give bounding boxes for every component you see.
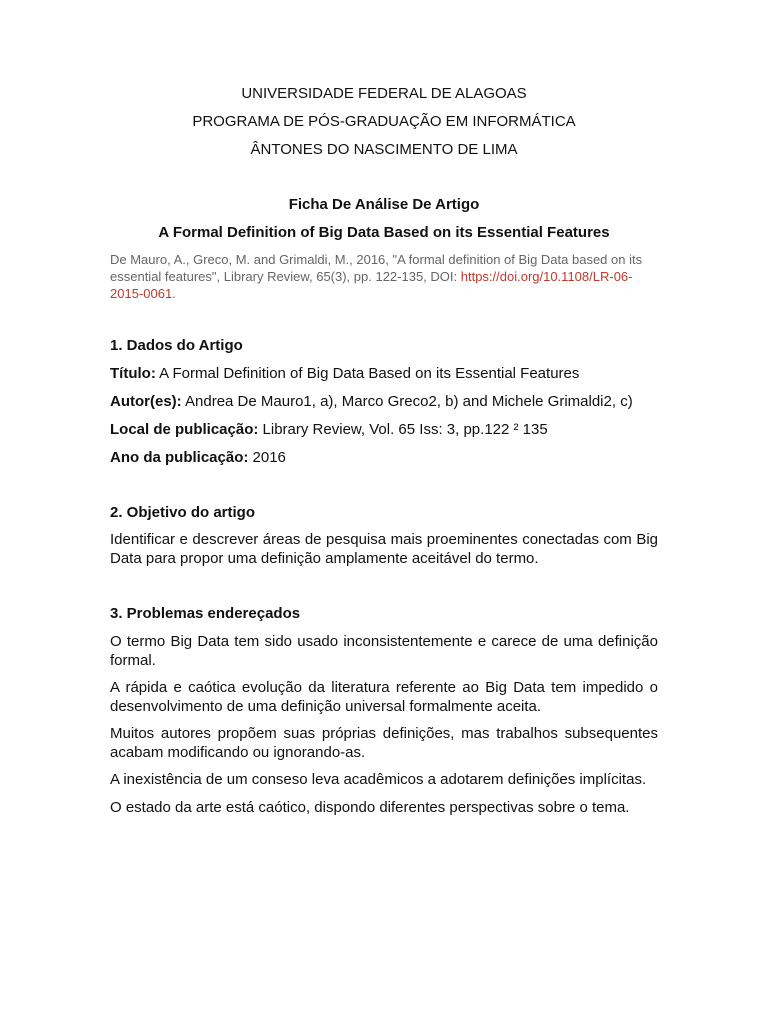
problem-paragraph: A rápida e caótica evolução da literatura referente ao Big Data tem impedido o desenvolvimento de uma definição universal formalmente aceita. [110,679,658,715]
problem-paragraph: A inexistência de um conseso leva acadêmicos a adotarem definições implícitas. [110,771,647,788]
doi-link[interactable]: https://doi.org/10.1108/LR-06-2015-0061 [110,269,633,301]
field-titulo [110,364,658,383]
article-title: A Formal Definition of Big Data Based on its Essential Features [158,224,610,241]
section-2-title: 2. Objetivo do artigo [110,504,256,521]
titulo-label: Título: [110,365,156,382]
problem-paragraph: O estado da arte está caótico, dispondo diferentes perspectivas sobre o tema. [110,799,630,816]
local-value: Library Review, Vol. 65 Iss: 3, pp.122 ² 135 [258,421,548,438]
autor-value: Andrea De Mauro1, a), Marco Greco2, b) and Michele Grimaldi2, c) [181,393,633,410]
ano-value: 2016 [248,449,286,466]
field-autores [110,392,658,411]
author-name: ÂNTONES DO NASCIMENTO DE LIMA [250,141,518,158]
field-local [110,420,658,439]
citation [110,251,658,302]
document-title: Ficha De Análise De Artigo [288,196,480,213]
ano-label: Ano da publicação: [110,449,249,466]
local-label: Local de publicação: [110,421,259,438]
section-2-text: Identificar e descrever áreas de pesquisa mais proeminentes conectadas com Big Data para propor uma definição amplamente aceitável do termo. [110,531,658,567]
problem-paragraph: Muitos autores propõem suas próprias definições, mas trabalhos subsequentes acabam modificando ou ignorando-as. [110,725,658,761]
program-name: PROGRAMA DE PÓS-GRADUAÇÃO EM INFORMÁTICA [192,113,576,130]
section-1-title: 1. Dados do Artigo [110,337,243,354]
problem-paragraph: O termo Big Data tem sido usado inconsistentemente e carece de uma definição formal. [110,633,658,669]
field-ano [110,448,658,467]
university-name: UNIVERSIDADE FEDERAL DE ALAGOAS [241,85,527,102]
titulo-value: A Formal Definition of Big Data Based on its Essential Features [155,365,580,382]
section-3-title: 3. Problemas endereçados [110,605,301,622]
citation-text: De Mauro, A., Greco, M. and Grimaldi, M., 2016, "A formal definition of Big Data based on its essential features", Library Review, 65(3), pp. 122-135, DOI: [110,252,643,284]
autor-label: Autor(es): [110,393,182,410]
citation-end: . [172,286,176,301]
